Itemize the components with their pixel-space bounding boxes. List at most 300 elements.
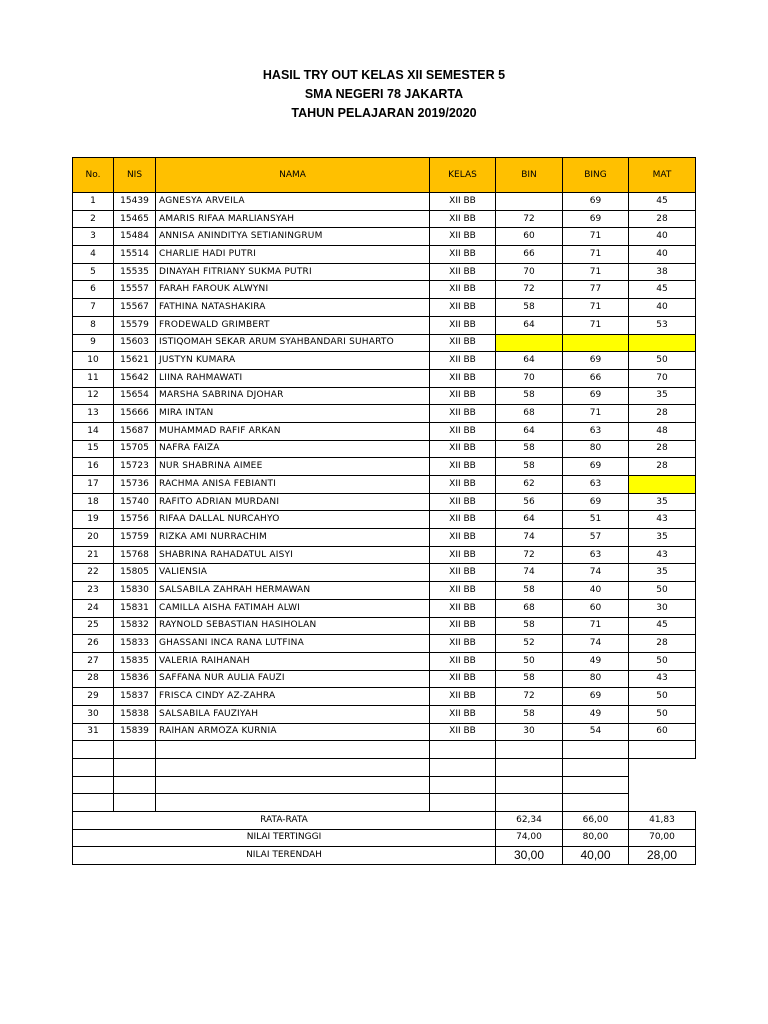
header-no: No. bbox=[73, 158, 114, 193]
cell-nama: RAIHAN ARMOZA KURNIA bbox=[156, 723, 430, 741]
cell-mat: 60 bbox=[629, 723, 696, 741]
cell-kelas: XII BB bbox=[430, 334, 496, 352]
cell-bing: 49 bbox=[563, 705, 629, 723]
cell-mat: 50 bbox=[629, 352, 696, 370]
empty-row bbox=[73, 741, 696, 759]
cell-kelas: XII BB bbox=[430, 299, 496, 317]
table-body bbox=[73, 193, 696, 865]
cell-bin: 64 bbox=[496, 352, 563, 370]
cell-nis: 15642 bbox=[114, 369, 156, 387]
cell-bin: 56 bbox=[496, 493, 563, 511]
cell-nis: 15439 bbox=[114, 193, 156, 211]
table-row bbox=[73, 316, 696, 334]
cell-nama: VALERIA RAIHANAH bbox=[156, 652, 430, 670]
cell-bing: 74 bbox=[563, 635, 629, 653]
cell-nama: LIINA RAHMAWATI bbox=[156, 369, 430, 387]
empty-row bbox=[73, 759, 696, 777]
cell-nis: 15621 bbox=[114, 352, 156, 370]
cell-mat: 48 bbox=[629, 422, 696, 440]
cell-nis: 15654 bbox=[114, 387, 156, 405]
cell-no: 14 bbox=[73, 422, 114, 440]
cell-bin: 58 bbox=[496, 299, 563, 317]
cell-mat: 50 bbox=[629, 705, 696, 723]
cell-nama: FRISCA CINDY AZ-ZAHRA bbox=[156, 688, 430, 706]
summary-row bbox=[73, 812, 696, 830]
table-row bbox=[73, 210, 696, 228]
cell-no: 7 bbox=[73, 299, 114, 317]
cell-bin: 58 bbox=[496, 705, 563, 723]
cell-bin: 62 bbox=[496, 476, 563, 494]
cell-bing: 69 bbox=[563, 493, 629, 511]
cell-bin: 58 bbox=[496, 387, 563, 405]
cell-nis: 15465 bbox=[114, 210, 156, 228]
empty-cell bbox=[156, 759, 430, 777]
cell-mat: 28 bbox=[629, 440, 696, 458]
empty-row bbox=[73, 776, 696, 794]
cell-no: 23 bbox=[73, 582, 114, 600]
cell-no: 31 bbox=[73, 723, 114, 741]
cell-no: 13 bbox=[73, 405, 114, 423]
cell-kelas: XII BB bbox=[430, 493, 496, 511]
cell-nis: 15837 bbox=[114, 688, 156, 706]
cell-kelas: XII BB bbox=[430, 688, 496, 706]
table-row bbox=[73, 228, 696, 246]
cell-mat: 45 bbox=[629, 193, 696, 211]
cell-kelas: XII BB bbox=[430, 281, 496, 299]
cell-nis: 15833 bbox=[114, 635, 156, 653]
empty-cell bbox=[114, 776, 156, 794]
cell-bin: 64 bbox=[496, 511, 563, 529]
cell-nis: 15484 bbox=[114, 228, 156, 246]
cell-bin: 58 bbox=[496, 582, 563, 600]
summary-row bbox=[73, 847, 696, 865]
cell-bing: 80 bbox=[563, 440, 629, 458]
cell-bing: 49 bbox=[563, 652, 629, 670]
table-row bbox=[73, 652, 696, 670]
summary-label: RATA-RATA bbox=[73, 812, 496, 830]
summary-label: NILAI TERENDAH bbox=[73, 847, 496, 865]
cell-kelas: XII BB bbox=[430, 440, 496, 458]
table-row bbox=[73, 387, 696, 405]
empty-cell bbox=[496, 794, 563, 812]
table-row bbox=[73, 476, 696, 494]
table-row bbox=[73, 299, 696, 317]
title-line-2: SMA NEGERI 78 JAKARTA bbox=[304, 87, 464, 101]
summary-row bbox=[73, 829, 696, 847]
cell-kelas: XII BB bbox=[430, 193, 496, 211]
table-row bbox=[73, 705, 696, 723]
table-row bbox=[73, 493, 696, 511]
cell-bin: 64 bbox=[496, 422, 563, 440]
cell-bing: 77 bbox=[563, 281, 629, 299]
cell-bing: 51 bbox=[563, 511, 629, 529]
cell-nama: SALSABILA ZAHRAH HERMAWAN bbox=[156, 582, 430, 600]
empty-cell bbox=[496, 759, 563, 777]
cell-bin: 58 bbox=[496, 670, 563, 688]
cell-kelas: XII BB bbox=[430, 670, 496, 688]
table-row bbox=[73, 688, 696, 706]
cell-nama: RAYNOLD SEBASTIAN HASIHOLAN bbox=[156, 617, 430, 635]
empty-cell bbox=[73, 741, 114, 759]
empty-cell bbox=[629, 741, 696, 759]
cell-kelas: XII BB bbox=[430, 458, 496, 476]
cell-nama: NAFRA FAIZA bbox=[156, 440, 430, 458]
empty-cell bbox=[73, 759, 114, 777]
cell-kelas: XII BB bbox=[430, 723, 496, 741]
header-nis: NIS bbox=[114, 158, 156, 193]
cell-bing: 69 bbox=[563, 210, 629, 228]
table-row bbox=[73, 263, 696, 281]
cell-kelas: XII BB bbox=[430, 387, 496, 405]
summary-mat: 70,00 bbox=[629, 829, 696, 847]
cell-no: 22 bbox=[73, 564, 114, 582]
cell-no: 8 bbox=[73, 316, 114, 334]
cell-bin: 30 bbox=[496, 723, 563, 741]
table-row bbox=[73, 422, 696, 440]
cell-kelas: XII BB bbox=[430, 582, 496, 600]
cell-kelas: XII BB bbox=[430, 635, 496, 653]
cell-nama: MUHAMMAD RAFIF ARKAN bbox=[156, 422, 430, 440]
cell-nama: FARAH FAROUK ALWYNI bbox=[156, 281, 430, 299]
cell-no: 27 bbox=[73, 652, 114, 670]
cell-kelas: XII BB bbox=[430, 599, 496, 617]
cell-bin bbox=[496, 193, 563, 211]
summary-mat: 41,83 bbox=[629, 812, 696, 830]
table-row bbox=[73, 405, 696, 423]
cell-nama: NUR SHABRINA AIMEE bbox=[156, 458, 430, 476]
cell-bin bbox=[496, 334, 563, 352]
cell-bing: 69 bbox=[563, 458, 629, 476]
summary-bing: 40,00 bbox=[563, 847, 629, 865]
header-bing: BING bbox=[563, 158, 629, 193]
cell-nis: 15557 bbox=[114, 281, 156, 299]
table-row bbox=[73, 352, 696, 370]
cell-kelas: XII BB bbox=[430, 511, 496, 529]
cell-nis: 15579 bbox=[114, 316, 156, 334]
table-row bbox=[73, 193, 696, 211]
cell-nama: FATHINA NATASHAKIRA bbox=[156, 299, 430, 317]
cell-nis: 15832 bbox=[114, 617, 156, 635]
cell-nis: 15603 bbox=[114, 334, 156, 352]
cell-bin: 68 bbox=[496, 599, 563, 617]
cell-bing: 71 bbox=[563, 617, 629, 635]
cell-mat: 43 bbox=[629, 546, 696, 564]
cell-nis: 15756 bbox=[114, 511, 156, 529]
empty-cell bbox=[73, 794, 114, 812]
cell-no: 5 bbox=[73, 263, 114, 281]
cell-nis: 15839 bbox=[114, 723, 156, 741]
cell-nama: SALSABILA FAUZIYAH bbox=[156, 705, 430, 723]
table-row bbox=[73, 599, 696, 617]
table-row bbox=[73, 723, 696, 741]
empty-cell bbox=[114, 794, 156, 812]
table-row bbox=[73, 246, 696, 264]
cell-nis: 15740 bbox=[114, 493, 156, 511]
empty-cell bbox=[73, 776, 114, 794]
cell-nis: 15736 bbox=[114, 476, 156, 494]
cell-nama: GHASSANI INCA RANA LUTFINA bbox=[156, 635, 430, 653]
empty-cell bbox=[114, 759, 156, 777]
cell-no: 11 bbox=[73, 369, 114, 387]
cell-bing: 71 bbox=[563, 246, 629, 264]
cell-nis: 15687 bbox=[114, 422, 156, 440]
cell-mat: 35 bbox=[629, 529, 696, 547]
cell-nis: 15723 bbox=[114, 458, 156, 476]
cell-kelas: XII BB bbox=[430, 422, 496, 440]
cell-kelas: XII BB bbox=[430, 228, 496, 246]
cell-no: 17 bbox=[73, 476, 114, 494]
cell-kelas: XII BB bbox=[430, 246, 496, 264]
cell-nama: MIRA INTAN bbox=[156, 405, 430, 423]
empty-cell bbox=[629, 794, 696, 812]
cell-bin: 52 bbox=[496, 635, 563, 653]
table-row bbox=[73, 670, 696, 688]
cell-kelas: XII BB bbox=[430, 652, 496, 670]
summary-label: NILAI TERTINGGI bbox=[73, 829, 496, 847]
cell-nama: MARSHA SABRINA DJOHAR bbox=[156, 387, 430, 405]
header-row bbox=[73, 158, 696, 193]
cell-mat: 38 bbox=[629, 263, 696, 281]
header-mat: MAT bbox=[629, 158, 696, 193]
cell-bin: 60 bbox=[496, 228, 563, 246]
empty-cell bbox=[156, 776, 430, 794]
cell-mat: 40 bbox=[629, 246, 696, 264]
summary-bin: 62,34 bbox=[496, 812, 563, 830]
cell-nis: 15759 bbox=[114, 529, 156, 547]
cell-bing: 66 bbox=[563, 369, 629, 387]
cell-bing: 69 bbox=[563, 387, 629, 405]
cell-bing: 71 bbox=[563, 299, 629, 317]
cell-bing: 71 bbox=[563, 405, 629, 423]
report-title bbox=[0, 66, 768, 123]
cell-no: 28 bbox=[73, 670, 114, 688]
cell-bing: 74 bbox=[563, 564, 629, 582]
cell-nama: SHABRINA RAHADATUL AISYI bbox=[156, 546, 430, 564]
cell-nama: AGNESYA ARVEILA bbox=[156, 193, 430, 211]
cell-mat: 28 bbox=[629, 458, 696, 476]
empty-cell bbox=[563, 776, 629, 794]
cell-nis: 15768 bbox=[114, 546, 156, 564]
empty-cell bbox=[629, 776, 696, 794]
cell-bin: 70 bbox=[496, 369, 563, 387]
cell-kelas: XII BB bbox=[430, 564, 496, 582]
cell-no: 10 bbox=[73, 352, 114, 370]
cell-mat: 45 bbox=[629, 617, 696, 635]
cell-kelas: XII BB bbox=[430, 369, 496, 387]
cell-mat: 35 bbox=[629, 493, 696, 511]
table-row bbox=[73, 458, 696, 476]
cell-nama: RACHMA ANISA FEBIANTI bbox=[156, 476, 430, 494]
cell-kelas: XII BB bbox=[430, 546, 496, 564]
cell-bin: 58 bbox=[496, 440, 563, 458]
cell-bin: 50 bbox=[496, 652, 563, 670]
summary-bin: 74,00 bbox=[496, 829, 563, 847]
empty-cell bbox=[430, 776, 496, 794]
title-line-1: HASIL TRY OUT KELAS XII SEMESTER 5 bbox=[262, 68, 506, 82]
cell-bing: 71 bbox=[563, 263, 629, 281]
cell-no: 9 bbox=[73, 334, 114, 352]
cell-bing: 69 bbox=[563, 193, 629, 211]
summary-bing: 80,00 bbox=[563, 829, 629, 847]
table-row bbox=[73, 440, 696, 458]
cell-kelas: XII BB bbox=[430, 617, 496, 635]
cell-bing: 71 bbox=[563, 316, 629, 334]
cell-bin: 72 bbox=[496, 281, 563, 299]
cell-nama: CAMILLA AISHA FATIMAH ALWI bbox=[156, 599, 430, 617]
empty-cell bbox=[496, 776, 563, 794]
cell-nama: RAFITO ADRIAN MURDANI bbox=[156, 493, 430, 511]
cell-mat: 43 bbox=[629, 511, 696, 529]
cell-nis: 15805 bbox=[114, 564, 156, 582]
table-row bbox=[73, 635, 696, 653]
cell-nama: JUSTYN KUMARA bbox=[156, 352, 430, 370]
cell-nama: RIZKA AMI NURRACHIM bbox=[156, 529, 430, 547]
cell-nis: 15838 bbox=[114, 705, 156, 723]
cell-mat: 50 bbox=[629, 652, 696, 670]
empty-cell bbox=[156, 741, 430, 759]
table-row bbox=[73, 582, 696, 600]
cell-mat: 28 bbox=[629, 405, 696, 423]
cell-mat: 50 bbox=[629, 688, 696, 706]
cell-mat: 43 bbox=[629, 670, 696, 688]
cell-bin: 58 bbox=[496, 617, 563, 635]
cell-mat: 35 bbox=[629, 387, 696, 405]
cell-kelas: XII BB bbox=[430, 405, 496, 423]
table-row bbox=[73, 511, 696, 529]
cell-bin: 68 bbox=[496, 405, 563, 423]
cell-mat: 45 bbox=[629, 281, 696, 299]
header-bin: BIN bbox=[496, 158, 563, 193]
cell-bing: 80 bbox=[563, 670, 629, 688]
table-row bbox=[73, 617, 696, 635]
header-kelas: KELAS bbox=[430, 158, 496, 193]
cell-bing: 54 bbox=[563, 723, 629, 741]
cell-no: 20 bbox=[73, 529, 114, 547]
cell-bin: 70 bbox=[496, 263, 563, 281]
cell-no: 15 bbox=[73, 440, 114, 458]
cell-bing: 60 bbox=[563, 599, 629, 617]
cell-bing: 71 bbox=[563, 228, 629, 246]
cell-nis: 15535 bbox=[114, 263, 156, 281]
empty-cell bbox=[629, 759, 696, 777]
cell-mat: 53 bbox=[629, 316, 696, 334]
score-table bbox=[72, 157, 696, 865]
cell-nama: AMARIS RIFAA MARLIANSYAH bbox=[156, 210, 430, 228]
cell-nis: 15705 bbox=[114, 440, 156, 458]
table-row bbox=[73, 529, 696, 547]
cell-mat bbox=[629, 476, 696, 494]
header-nama: NAMA bbox=[156, 158, 430, 193]
cell-bin: 74 bbox=[496, 529, 563, 547]
empty-row bbox=[73, 794, 696, 812]
cell-bing: 69 bbox=[563, 688, 629, 706]
cell-nis: 15831 bbox=[114, 599, 156, 617]
cell-bing: 69 bbox=[563, 352, 629, 370]
cell-kelas: XII BB bbox=[430, 705, 496, 723]
cell-no: 25 bbox=[73, 617, 114, 635]
table-row bbox=[73, 334, 696, 352]
cell-bin: 72 bbox=[496, 688, 563, 706]
cell-mat: 30 bbox=[629, 599, 696, 617]
cell-bin: 72 bbox=[496, 546, 563, 564]
cell-mat: 35 bbox=[629, 564, 696, 582]
summary-bing: 66,00 bbox=[563, 812, 629, 830]
cell-no: 24 bbox=[73, 599, 114, 617]
cell-nama: ANNISA ANINDITYA SETIANINGRUM bbox=[156, 228, 430, 246]
cell-mat: 28 bbox=[629, 210, 696, 228]
cell-bing: 40 bbox=[563, 582, 629, 600]
summary-mat: 28,00 bbox=[629, 847, 696, 865]
cell-bin: 66 bbox=[496, 246, 563, 264]
cell-nama: FRODEWALD GRIMBERT bbox=[156, 316, 430, 334]
cell-nis: 15567 bbox=[114, 299, 156, 317]
empty-cell bbox=[114, 741, 156, 759]
cell-nis: 15514 bbox=[114, 246, 156, 264]
table-row bbox=[73, 546, 696, 564]
cell-nis: 15666 bbox=[114, 405, 156, 423]
cell-nama: CHARLIE HADI PUTRI bbox=[156, 246, 430, 264]
cell-bin: 58 bbox=[496, 458, 563, 476]
cell-no: 21 bbox=[73, 546, 114, 564]
cell-kelas: XII BB bbox=[430, 529, 496, 547]
cell-kelas: XII BB bbox=[430, 352, 496, 370]
empty-cell bbox=[430, 741, 496, 759]
cell-bing: 63 bbox=[563, 422, 629, 440]
title-line-3: TAHUN PELAJARAN 2019/2020 bbox=[291, 106, 477, 120]
cell-bin: 64 bbox=[496, 316, 563, 334]
cell-kelas: XII BB bbox=[430, 316, 496, 334]
cell-no: 29 bbox=[73, 688, 114, 706]
summary-bin: 30,00 bbox=[496, 847, 563, 865]
cell-kelas: XII BB bbox=[430, 210, 496, 228]
cell-mat: 70 bbox=[629, 369, 696, 387]
cell-bin: 72 bbox=[496, 210, 563, 228]
empty-cell bbox=[156, 794, 430, 812]
cell-mat: 40 bbox=[629, 299, 696, 317]
cell-no: 19 bbox=[73, 511, 114, 529]
cell-nis: 15835 bbox=[114, 652, 156, 670]
empty-cell bbox=[430, 794, 496, 812]
cell-nama: RIFAA DALLAL NURCAHYO bbox=[156, 511, 430, 529]
table-row bbox=[73, 564, 696, 582]
cell-kelas: XII BB bbox=[430, 476, 496, 494]
cell-no: 26 bbox=[73, 635, 114, 653]
cell-bing: 63 bbox=[563, 546, 629, 564]
cell-nama: VALIENSIA bbox=[156, 564, 430, 582]
empty-cell bbox=[563, 759, 629, 777]
cell-no: 30 bbox=[73, 705, 114, 723]
cell-nis: 15836 bbox=[114, 670, 156, 688]
cell-no: 12 bbox=[73, 387, 114, 405]
cell-no: 4 bbox=[73, 246, 114, 264]
cell-kelas: XII BB bbox=[430, 263, 496, 281]
empty-cell bbox=[563, 794, 629, 812]
cell-no: 3 bbox=[73, 228, 114, 246]
table-row bbox=[73, 281, 696, 299]
cell-nama: DINAYAH FITRIANY SUKMA PUTRI bbox=[156, 263, 430, 281]
cell-bing: 63 bbox=[563, 476, 629, 494]
cell-nis: 15830 bbox=[114, 582, 156, 600]
cell-no: 2 bbox=[73, 210, 114, 228]
cell-bing: 57 bbox=[563, 529, 629, 547]
cell-mat: 28 bbox=[629, 635, 696, 653]
empty-cell bbox=[563, 741, 629, 759]
cell-mat: 40 bbox=[629, 228, 696, 246]
empty-cell bbox=[430, 759, 496, 777]
cell-mat: 50 bbox=[629, 582, 696, 600]
cell-nama: ISTIQOMAH SEKAR ARUM SYAHBANDARI SUHARTO bbox=[156, 334, 430, 352]
cell-no: 6 bbox=[73, 281, 114, 299]
